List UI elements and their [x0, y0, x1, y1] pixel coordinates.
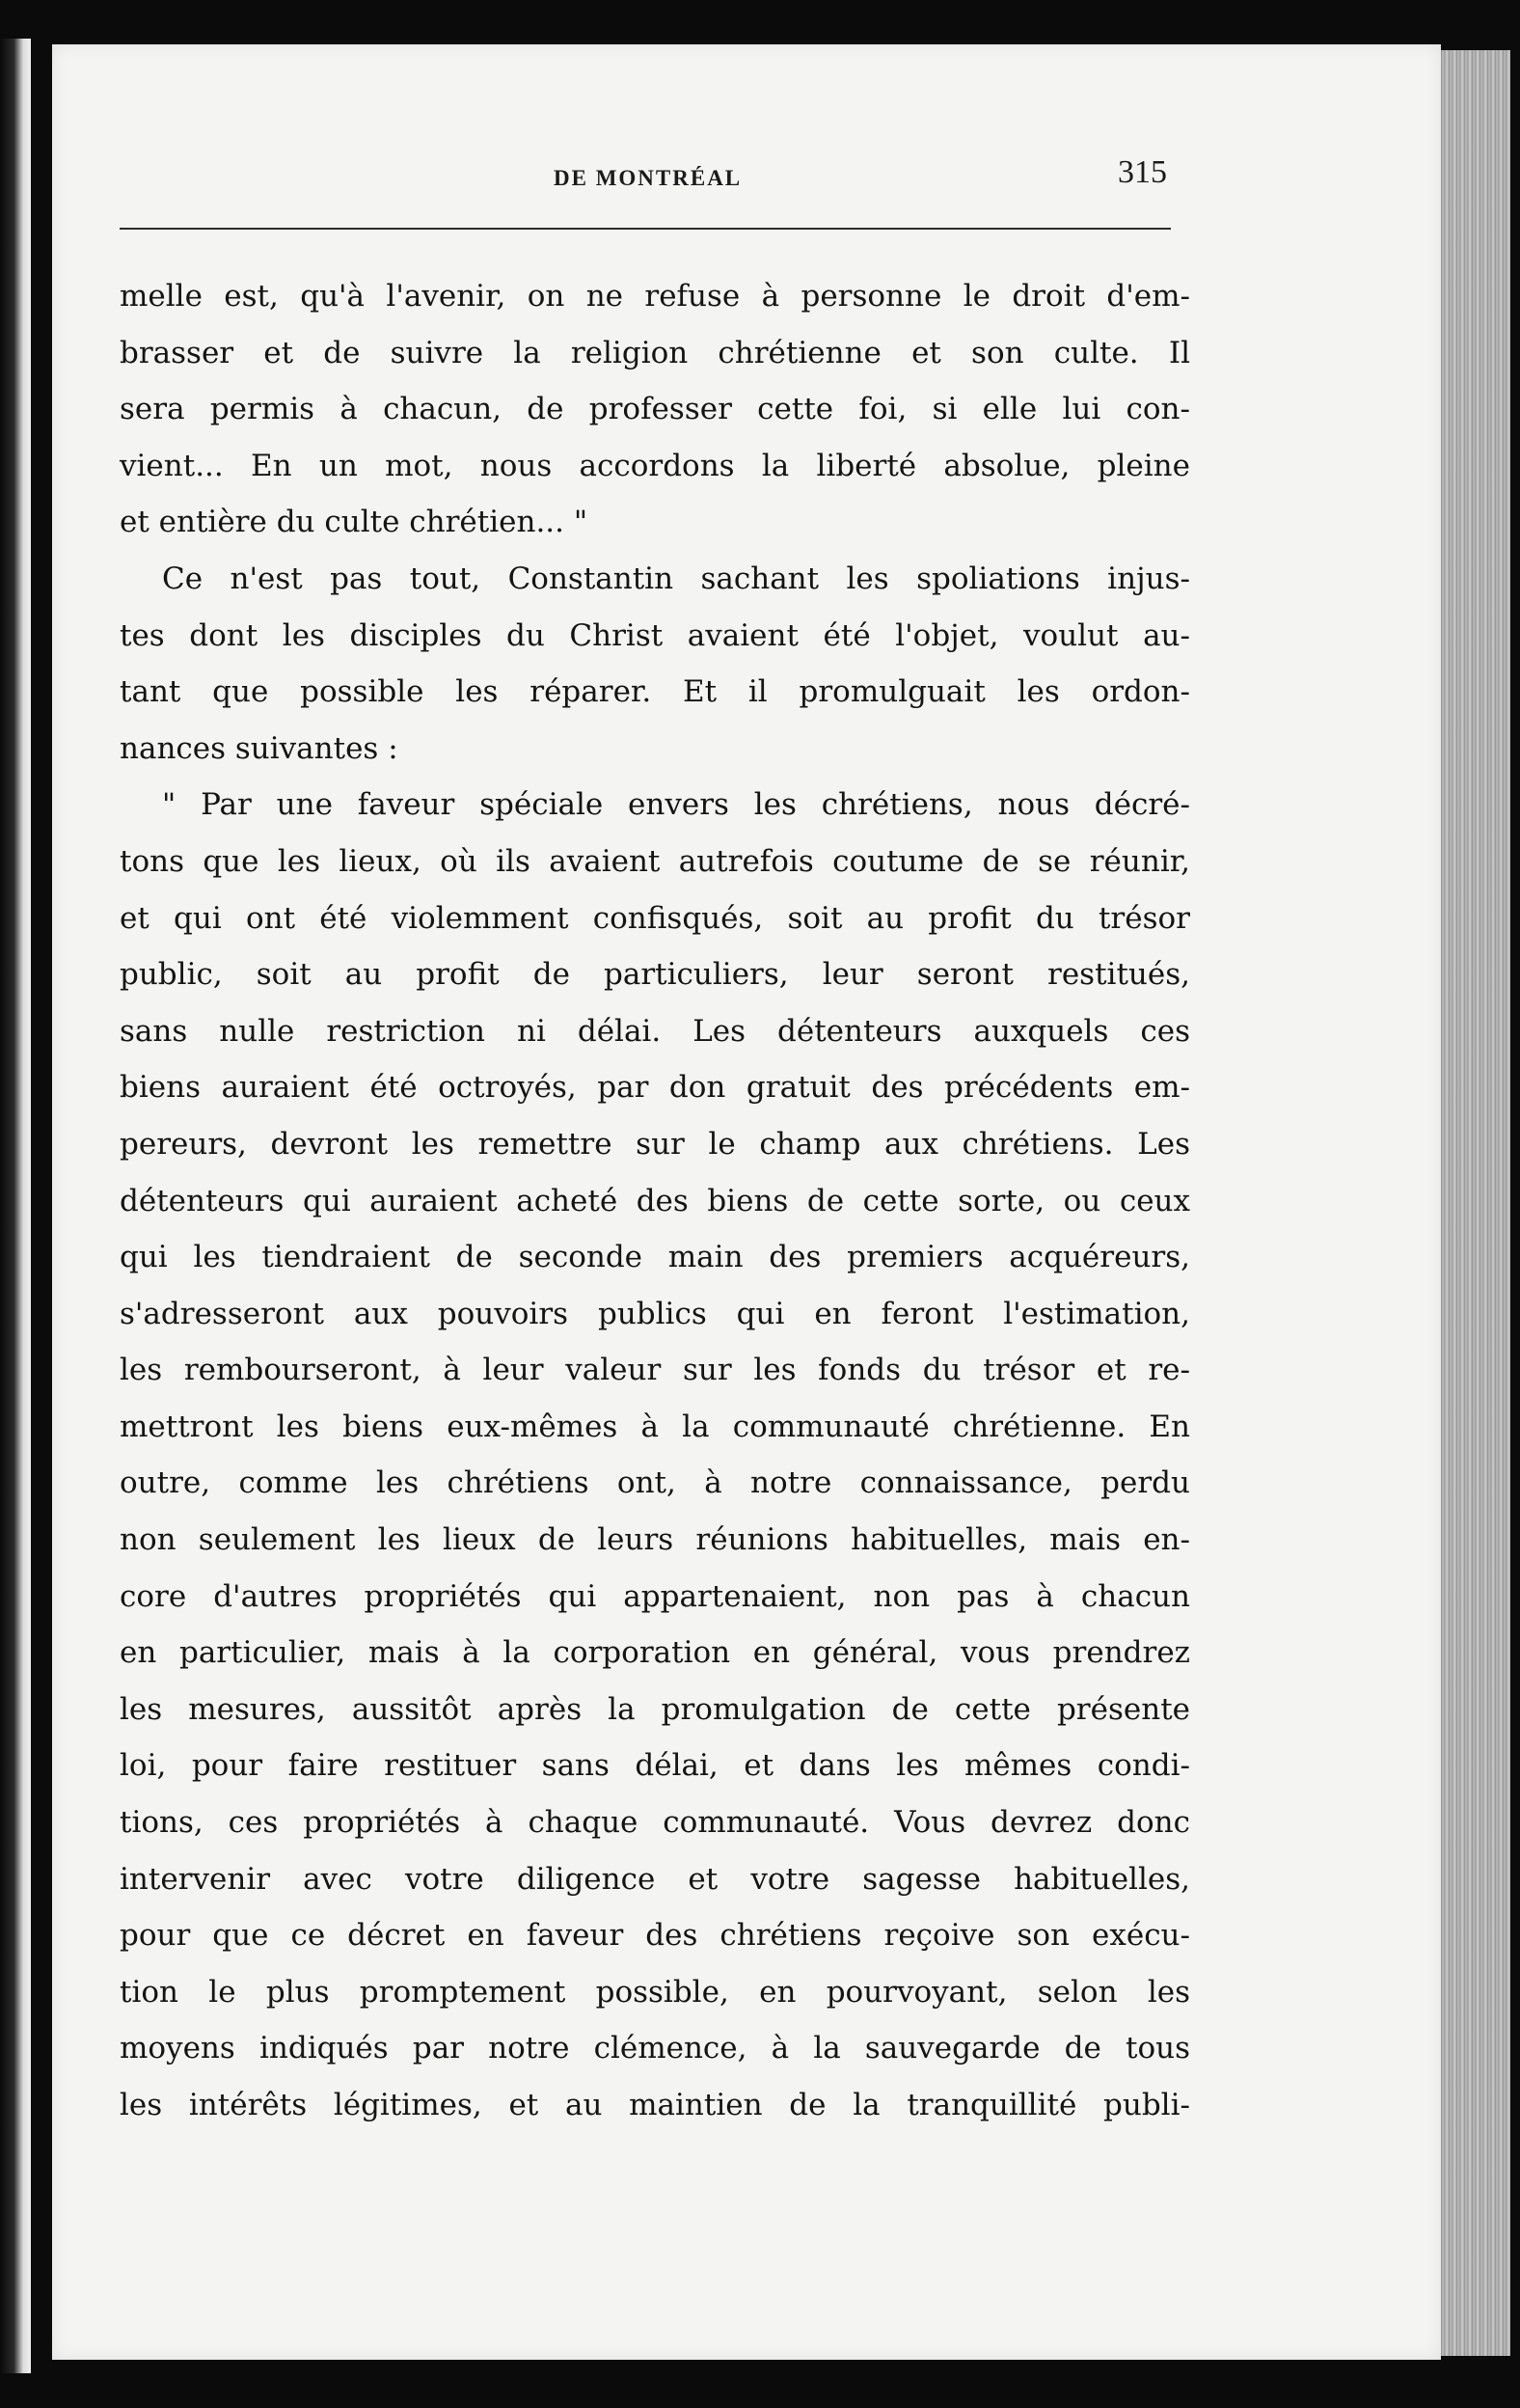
text-line: " Par une faveur spéciale envers les chrétiens, nous décré-: [162, 787, 1190, 823]
text-line: et entière du culte chrétien... ": [120, 505, 588, 540]
text-line: pour que ce décret en faveur des chrétiens reçoive son exécu-: [120, 1918, 1190, 1954]
text-line: sans nulle restriction ni délai. Les détenteurs auxquels ces: [120, 1013, 1190, 1049]
page-number: 315: [1118, 154, 1167, 190]
header-rule: [120, 228, 1171, 230]
text-line: brasser et de suivre la religion chrétienne et son culte. Il: [120, 335, 1190, 370]
text-line: tes dont les disciples du Christ avaient été l'objet, voulut au-: [120, 617, 1190, 653]
text-line: pereurs, devront les remettre sur le champ aux chrétiens. Les: [120, 1126, 1190, 1162]
text-line: s'adresseront aux pouvoirs publics qui en feront l'estimation,: [120, 1296, 1190, 1331]
text-line: mettront les biens eux-mêmes à la communauté chrétienne. En: [120, 1409, 1190, 1444]
text-line: non seulement les lieux de leurs réunions habituelles, mais en-: [120, 1522, 1190, 1558]
text-line: moyens indiqués par notre clémence, à la sauvegarde de tous: [120, 2031, 1190, 2066]
facing-page-edge: [0, 39, 31, 2373]
text-line: en particulier, mais à la corporation en général, vous prendrez: [120, 1635, 1190, 1671]
text-line: les rembourseront, à leur valeur sur les fonds du trésor et re-: [120, 1353, 1190, 1388]
text-line: vient... En un mot, nous accordons la liberté absolue, pleine: [120, 448, 1190, 483]
text-line: tant que possible les réparer. Et il promulguait les ordon-: [120, 674, 1190, 710]
text-line: tion le plus promptement possible, en pourvoyant, selon les: [120, 1974, 1190, 2010]
page-header: [120, 154, 1171, 212]
text-line: public, soit au profit de particuliers, leur seront restitués,: [120, 957, 1190, 993]
text-line: loi, pour faire restituer sans délai, et dans les mêmes condi-: [120, 1748, 1190, 1784]
page-stack-edges: [1441, 50, 1510, 2356]
running-head: DE MONTRÉAL: [554, 166, 743, 190]
text-line: intervenir avec votre diligence et votre sagesse habituelles,: [120, 1861, 1190, 1897]
body-text: [120, 268, 1190, 2134]
text-line: biens auraient été octroyés, par don gratuit des précédents em-: [120, 1070, 1190, 1106]
text-line: qui les tiendraient de seconde main des premiers acquéreurs,: [120, 1240, 1190, 1275]
text-line: nances suivantes :: [120, 730, 398, 766]
text-line: melle est, qu'à l'avenir, on ne refuse à personne le droit d'em-: [120, 279, 1190, 314]
text-line: outre, comme les chrétiens ont, à notre connaissance, perdu: [120, 1465, 1190, 1501]
text-line: Ce n'est pas tout, Constantin sachant les spoliations injus-: [162, 561, 1190, 596]
text-line: les mesures, aussitôt après la promulgation de cette présente: [120, 1691, 1190, 1727]
text-line: core d'autres propriétés qui appartenaient, non pas à chacun: [120, 1578, 1190, 1614]
text-line: tons que les lieux, où ils avaient autrefois coutume de se réunir,: [120, 843, 1190, 879]
text-line: tions, ces propriétés à chaque communauté. Vous devrez donc: [120, 1805, 1190, 1841]
text-line: sera permis à chacun, de professer cette foi, si elle lui con-: [120, 392, 1190, 427]
text-line: et qui ont été violemment confisqués, soit au profit du trésor: [120, 900, 1190, 936]
text-line: détenteurs qui auraient acheté des biens de cette sorte, ou ceux: [120, 1183, 1190, 1218]
text-line: les intérêts légitimes, et au maintien de la tranquillité publi-: [120, 2088, 1190, 2122]
